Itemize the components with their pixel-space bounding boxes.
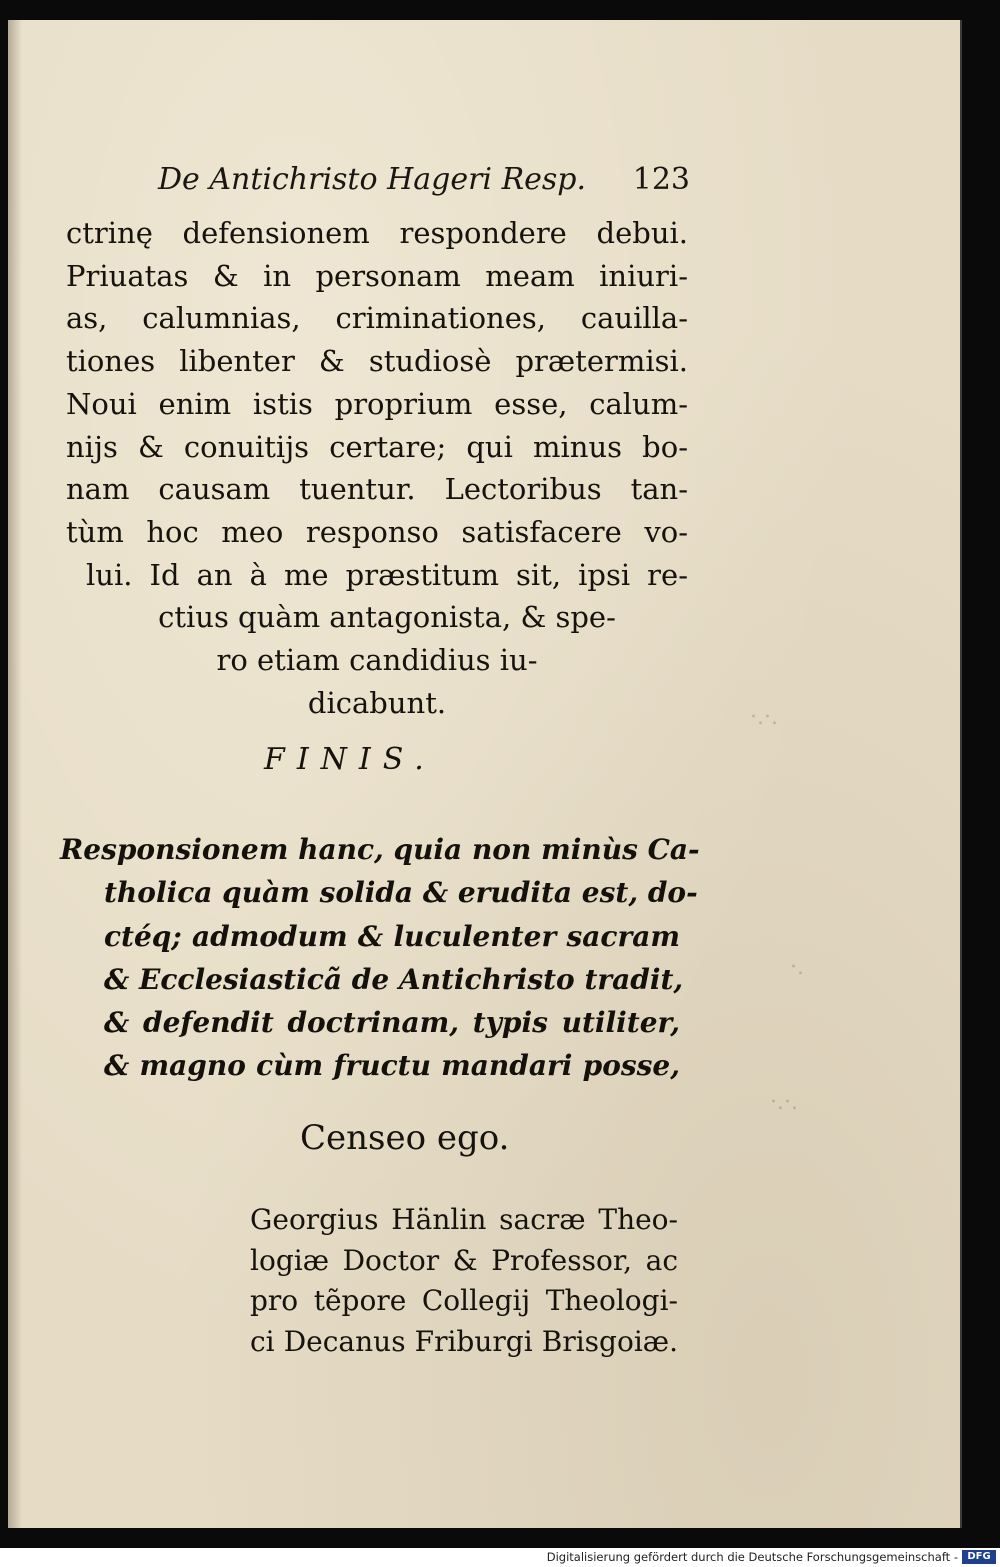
text-line: tiones libenter & studiosè prætermisi. [66, 344, 688, 379]
approval-line: & Ecclesiasticã de Antichristo tradit, [104, 962, 684, 996]
approval-line: ctéq; admodum & luculenter sacram [104, 919, 680, 953]
finis-heading: FINIS. [264, 742, 436, 777]
show-through-mark: ·.·. [750, 705, 778, 730]
text-line: Noui enim istis proprium esse, calum- [66, 386, 688, 421]
text-line: Priuatas & in personam meam iniuri- [66, 258, 688, 293]
page-gutter-shadow [8, 20, 22, 1528]
text-line: ctrinę defensionem respondere debui. [66, 216, 688, 250]
running-head-title: De Antichristo Hageri Resp. [158, 162, 587, 197]
text-line: ro etiam candidius iu- [216, 643, 538, 678]
approval-text [60, 828, 700, 1088]
text-line: ctius quàm antagonista, & spe- [158, 600, 616, 635]
footer-bar [0, 1548, 1000, 1567]
signature-line: logiæ Doctor & Professor, ac [250, 1243, 678, 1277]
approval-line: Responsionem hanc, quia non minùs Ca- [60, 833, 700, 866]
approval-line: & magno cùm fructu mandari posse, [104, 1049, 680, 1083]
signature-line: pro tẽpore Collegij Theologi- [250, 1284, 678, 1317]
dfg-logo-icon: DFG [962, 1550, 996, 1564]
censeo-heading: Censeo ego. [300, 1118, 510, 1158]
signature-line: ci Decanus Friburgi Brisgoiæ. [250, 1324, 678, 1358]
text-line: lui. Id an à me præstitum sit, ipsi re- [86, 557, 688, 592]
text-line: tùm hoc meo responso satisfacere vo- [66, 514, 688, 549]
signature-block [250, 1200, 678, 1362]
approval-line: tholica quàm solida & erudita est, do- [104, 876, 698, 910]
approval-line: & defendit doctrinam, typis utiliter, [104, 1006, 680, 1040]
text-line: nam causam tuentur. Lectoribus tan- [66, 472, 688, 507]
body-text [66, 212, 688, 724]
signature-line: Georgius Hänlin sacræ Theo- [250, 1203, 678, 1236]
page-number: 123 [632, 162, 690, 197]
text-line: as, calumnias, criminationes, cauilla- [66, 301, 688, 336]
show-through-mark: ·. [790, 955, 804, 980]
text-line: dicabunt. [307, 685, 447, 720]
text-line: nijs & conuitijs certare; qui minus bo- [66, 429, 688, 464]
show-through-mark: ·.·. [770, 1090, 798, 1115]
funding-credit: Digitalisierung gefördert durch die Deutsche Forschungsgemeinschaft - [546, 1550, 958, 1564]
